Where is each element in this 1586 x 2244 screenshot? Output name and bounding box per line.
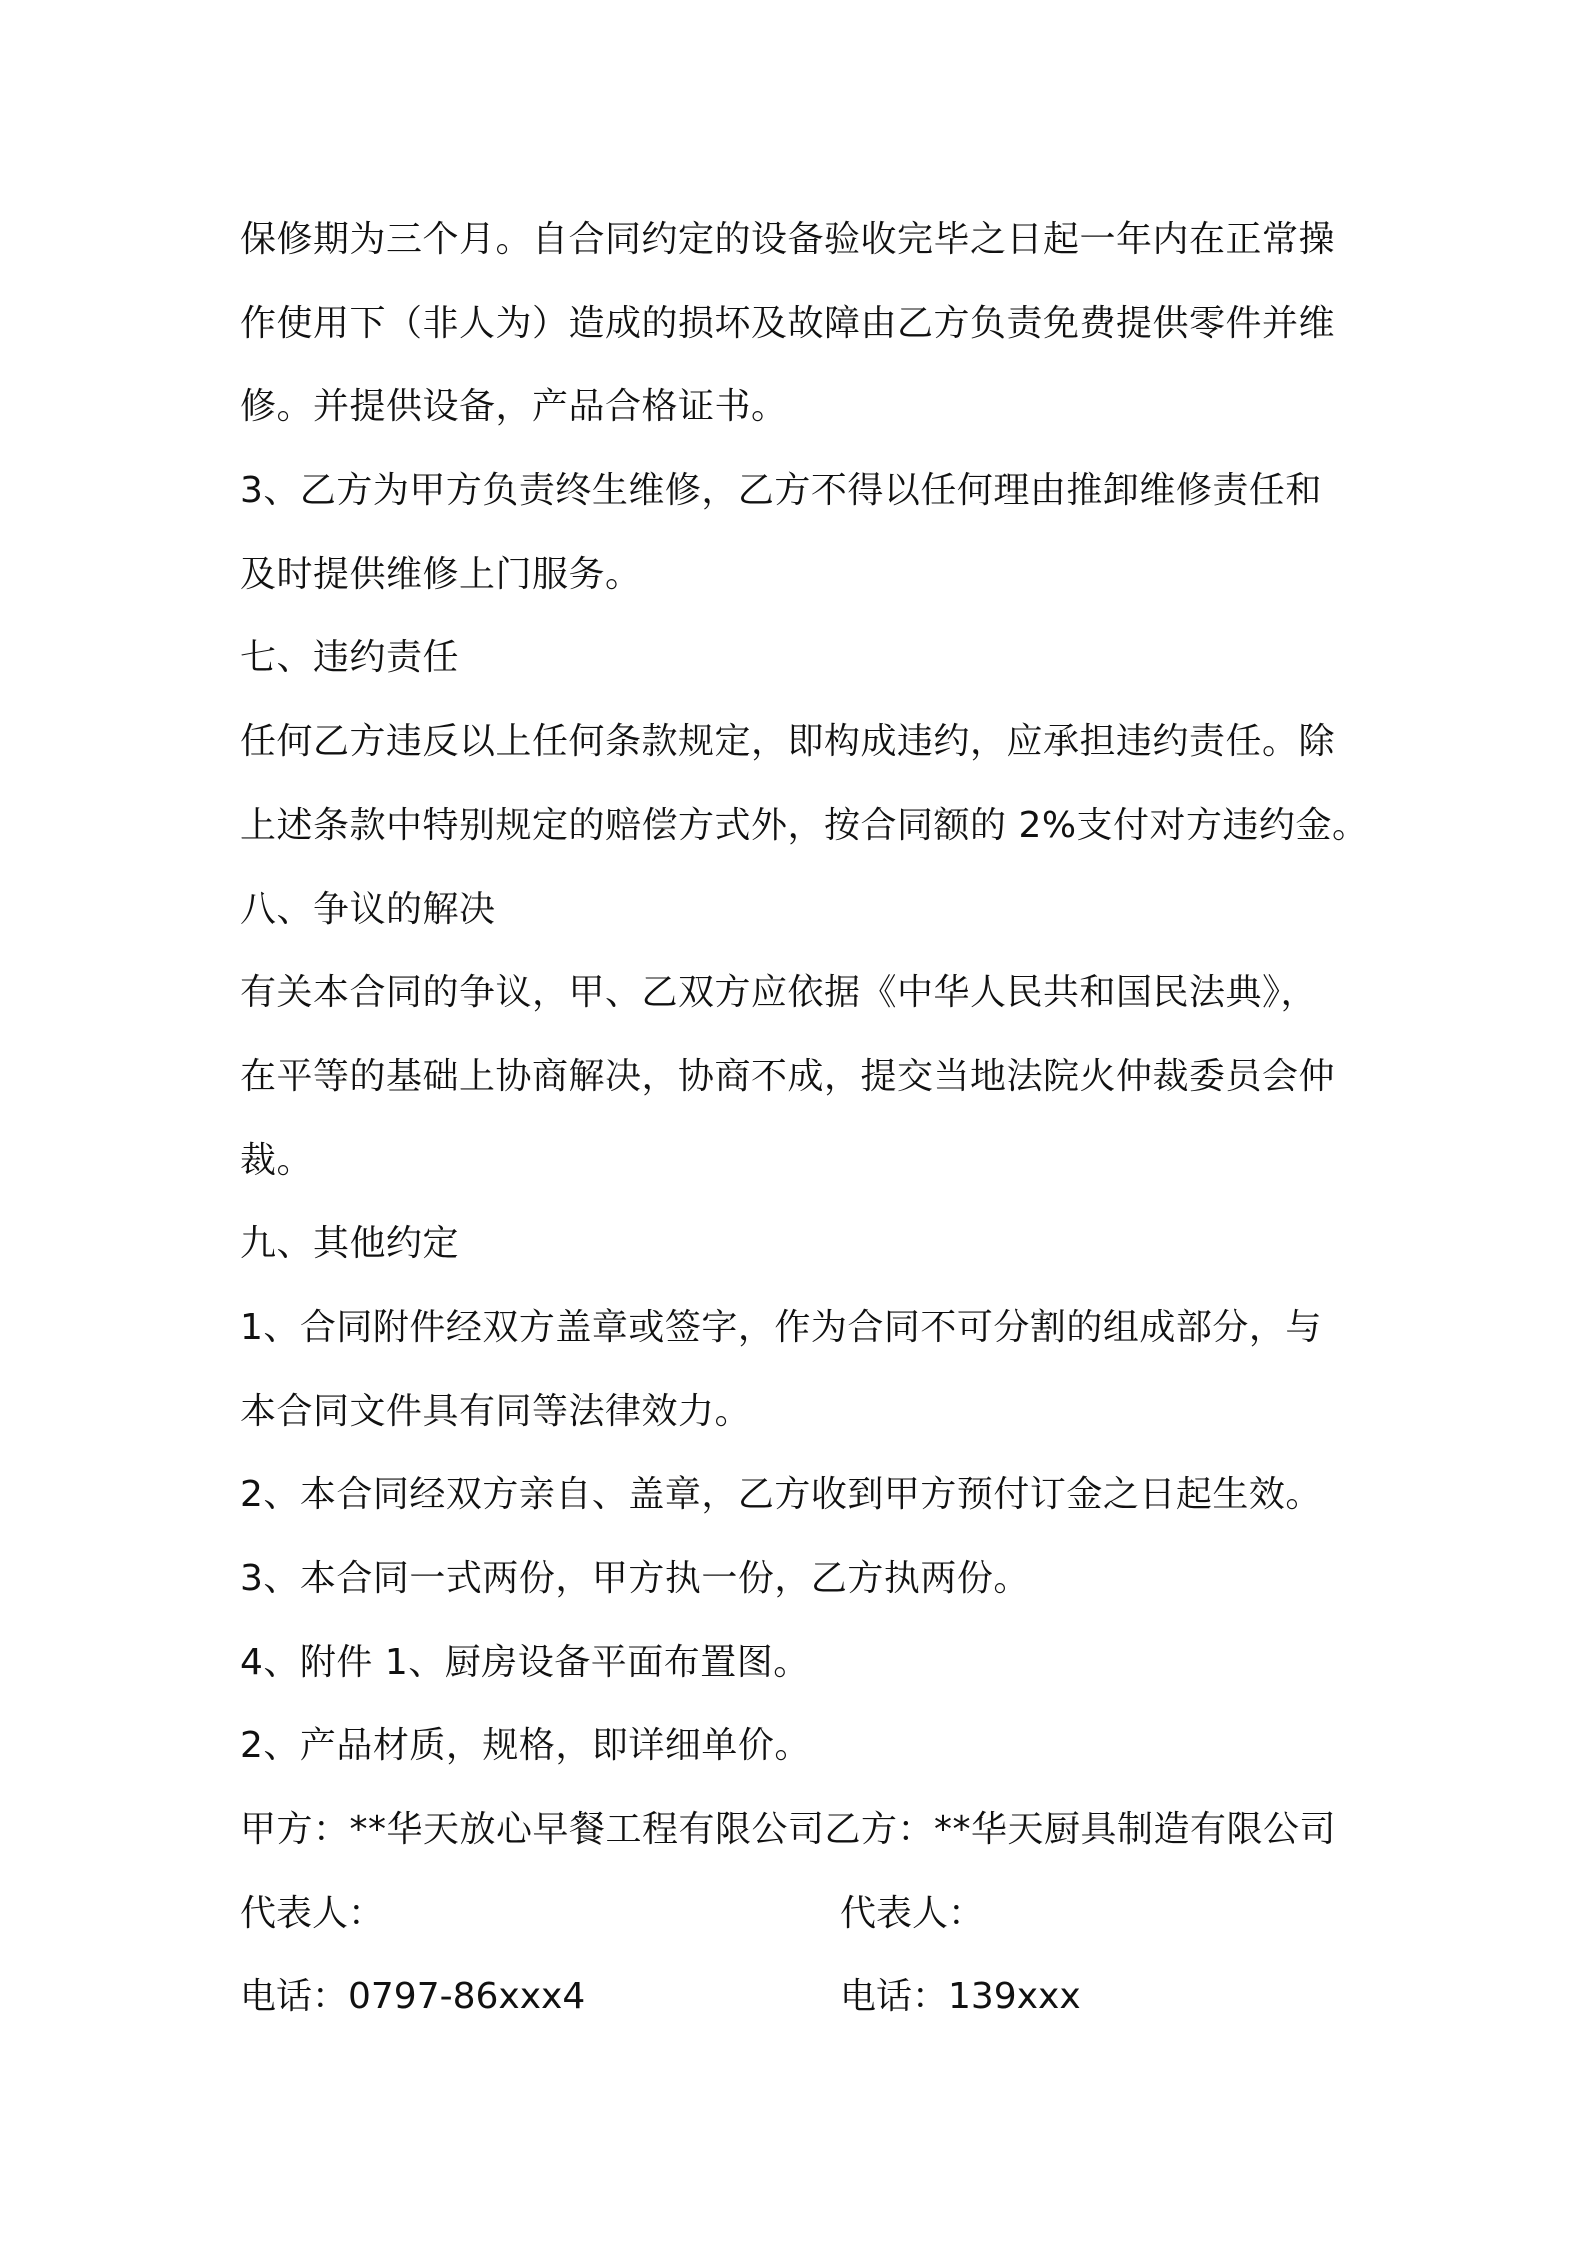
text-line: 保修期为三个月。自合同约定的设备验收完毕之日起一年内在正常操 <box>240 219 1336 260</box>
party-b-phone: 电话：139xxx <box>840 1976 1081 2018</box>
text-line: 在平等的基础上协商解决，协商不成，提交当地法院火仲裁委员会仲 <box>240 1055 1336 1097</box>
text-line: 作使用下（非人为）造成的损坏及故障由乙方负责免费提供零件并维 <box>240 302 1336 344</box>
text-line: 1、合同附件经双方盖章或签字，作为合同不可分割的组成部分，与 <box>240 1306 1322 1348</box>
text-line: 上述条款中特别规定的赔偿方式外，按合同额的 2%支付对方违约金。 <box>240 804 1369 846</box>
text-line: 2、本合同经双方亲自、盖章，乙方收到甲方预付订金之日起生效。 <box>240 1474 1322 1516</box>
parties-line: 甲方：**华天放心早餐工程有限公司乙方：**华天厨具制造有限公司 <box>240 1809 1337 1851</box>
party-a-representative: 代表人： <box>240 1892 385 1934</box>
text-line: 有关本合同的争议，甲、乙双方应依据《中华人民共和国民法典》， <box>240 972 1318 1014</box>
representative-row <box>240 1872 1360 1956</box>
text-line: 3、本合同一式两份，甲方执一份，乙方执两份。 <box>240 1558 1030 1599</box>
text-line: 修。并提供设备，产品合格证书。 <box>240 386 788 428</box>
section-heading: 九、其他约定 <box>240 1223 460 1265</box>
party-b-representative: 代表人： <box>840 1892 985 1934</box>
text-line: 及时提供维修上门服务。 <box>240 553 642 595</box>
text-line: 2、产品材质，规格，即详细单价。 <box>240 1725 811 1767</box>
section-heading: 七、违约责任 <box>240 637 460 679</box>
document-body <box>240 198 1369 2039</box>
text-line: 裁。 <box>240 1139 314 1181</box>
text-line: 3、乙方为甲方负责终生维修，乙方不得以任何理由推卸维修责任和 <box>240 470 1322 512</box>
phone-row <box>240 1955 1360 2039</box>
party-a-phone: 电话：0797-86xxx4 <box>240 1976 586 2018</box>
section-heading: 八、争议的解决 <box>240 888 496 930</box>
text-line: 任何乙方违反以上任何条款规定，即构成违约，应承担违约责任。除 <box>240 721 1336 763</box>
text-line: 本合同文件具有同等法律效力。 <box>240 1390 752 1432</box>
text-line: 4、附件 1、厨房设备平面布置图。 <box>240 1641 810 1683</box>
